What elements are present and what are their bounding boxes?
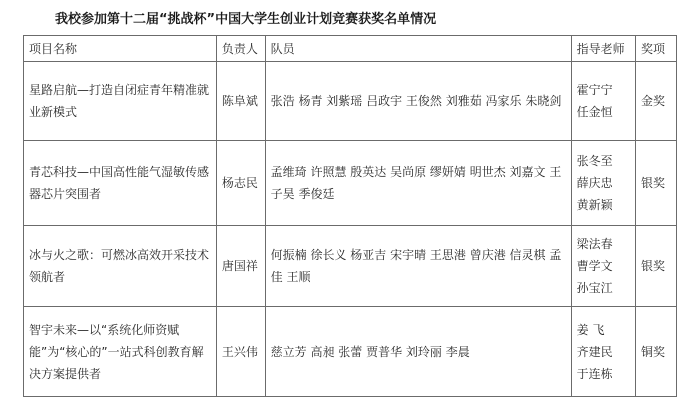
advisor-name: 曹学文 <box>576 259 613 273</box>
project-name-cell: 冰与火之歌：可燃冰高效开采技术领航者 <box>24 226 217 307</box>
advisor-name: 姜 飞 <box>576 322 605 337</box>
page-title: 我校参加第十二届“挑战杯”中国大学生创业计划竞赛获奖名单情况 <box>55 12 437 27</box>
advisor-name: 孙宝江 <box>576 281 613 295</box>
header-leader: 负责人 <box>216 36 265 62</box>
project-name-cell: 青芯科技—中国高性能气湿敏传感器芯片突围者 <box>24 141 217 226</box>
award-cell: 银奖 <box>635 141 676 226</box>
award-table <box>23 35 677 397</box>
advisor-name: 齐建民 <box>576 344 613 359</box>
award-cell: 银奖 <box>635 226 676 307</box>
table-row <box>24 226 677 307</box>
advisor-name: 于连栋 <box>576 366 613 381</box>
header-members: 队员 <box>265 36 571 62</box>
leader-cell: 唐国祥 <box>216 226 265 307</box>
advisor-cell <box>571 226 635 307</box>
leader-cell: 王兴伟 <box>216 307 265 397</box>
advisor-cell <box>571 62 635 141</box>
advisor-cell <box>571 307 635 397</box>
advisor-cell <box>571 141 635 226</box>
header-project: 项目名称 <box>24 36 217 62</box>
project-name-cell: 星路启航—打造自闭症青年精准就业新模式 <box>24 62 217 141</box>
advisor-name: 黄新颖 <box>576 198 613 212</box>
leader-cell: 杨志民 <box>216 141 265 226</box>
table-header-row <box>24 36 677 62</box>
header-advisor: 指导老师 <box>571 36 635 62</box>
project-name-cell: 智宇未来—以“系统化师资赋能”为“核心的”一站式科创教育解决方案提供者 <box>24 307 217 397</box>
advisor-name: 任金恒 <box>576 105 613 119</box>
table-row <box>24 307 677 397</box>
award-cell: 金奖 <box>635 62 676 141</box>
members-cell: 孟维琦 许照慧 殷英达 吴尚原 缪妍婧 明世杰 刘嘉文 王子昊 季俊廷 <box>265 141 571 226</box>
members-cell: 慈立芳 高昶 张蕾 贾普华 刘玲丽 李晨 <box>265 307 571 397</box>
award-cell: 铜奖 <box>635 307 676 397</box>
advisor-name: 张冬至 <box>576 154 613 168</box>
header-award: 奖项 <box>635 36 676 62</box>
advisor-name: 霍宁宁 <box>576 83 613 97</box>
advisor-name: 梁法春 <box>576 237 613 251</box>
advisor-name: 薛庆忠 <box>576 176 613 190</box>
leader-cell: 陈阜斌 <box>216 62 265 141</box>
members-cell: 何振楠 徐长义 杨亚吉 宋宇晴 王思港 曾庆港 信灵棋 孟佳 王顺 <box>265 226 571 307</box>
members-cell: 张浩 杨青 刘紫瑶 吕政宇 王俊然 刘雅茹 冯家乐 朱晓剑 <box>265 62 571 141</box>
table-row <box>24 141 677 226</box>
table-row <box>24 62 677 141</box>
